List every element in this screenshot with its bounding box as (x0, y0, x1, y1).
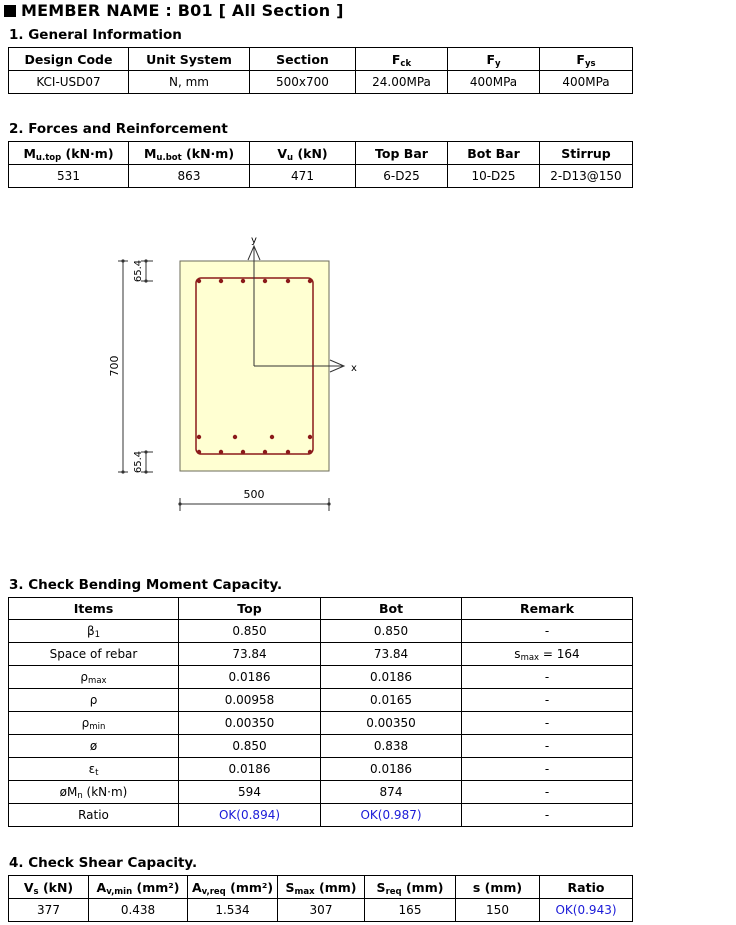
table-row (9, 620, 633, 643)
subscript: t (95, 768, 99, 778)
column-header (188, 876, 278, 899)
table-cell: 471 (250, 165, 356, 188)
subscript: v,min (106, 886, 133, 897)
general-info-value-row (9, 71, 633, 94)
table-cell: 150 (456, 899, 540, 922)
subscript: y (495, 58, 501, 69)
header-unit: (mm²) (225, 879, 274, 895)
remark-text: - (544, 670, 550, 684)
table-cell: 1.534 (188, 899, 278, 922)
rebar (219, 279, 223, 283)
subscript: u.bot (156, 152, 182, 163)
table-cell: 2-D13@150 (540, 165, 633, 188)
top-cell: 0.850 (179, 620, 321, 643)
top-cell: OK(0.894) (179, 804, 321, 827)
item-text: ρ (81, 716, 90, 730)
item-text: ε (88, 762, 96, 776)
header-text: F (391, 51, 401, 67)
table-cell: 307 (278, 899, 365, 922)
table-cell: 400MPa (540, 71, 633, 94)
bot-cell: 0.0186 (321, 758, 462, 781)
header-unit: (kN·m) (61, 145, 114, 161)
column-header (129, 48, 250, 71)
remark-cell (462, 781, 633, 804)
bot-cell: 0.0165 (321, 689, 462, 712)
item-cell (9, 643, 179, 666)
section-3-heading: 3. Check Bending Moment Capacity. (9, 577, 283, 593)
table-cell: 531 (9, 165, 129, 188)
table-cell: 10-D25 (448, 165, 540, 188)
subscript: u (287, 152, 294, 163)
bot-cell: 874 (321, 781, 462, 804)
top-cell: 594 (179, 781, 321, 804)
column-header (278, 876, 365, 899)
rebar (270, 435, 274, 439)
subscript: max (520, 653, 540, 663)
rebar (197, 435, 201, 439)
top-cell: 0.850 (179, 735, 321, 758)
section-1-heading: 1. General Information (9, 27, 182, 43)
bot-cell: 0.850 (321, 620, 462, 643)
column-header (250, 48, 356, 71)
item-cell (9, 781, 179, 804)
subscript: v,req (201, 886, 226, 897)
concrete-section (180, 261, 329, 471)
header-text: S (285, 879, 295, 895)
table-cell: KCI-USD07 (9, 71, 129, 94)
table-cell: 500x700 (250, 71, 356, 94)
header-text: S (376, 879, 386, 895)
item-cell (9, 804, 179, 827)
table-row (9, 735, 633, 758)
table-row (9, 689, 633, 712)
top-cell: 0.00350 (179, 712, 321, 735)
remark-cell (462, 689, 633, 712)
local-axes (248, 246, 344, 372)
rebar (233, 435, 237, 439)
bot-cell: 0.00350 (321, 712, 462, 735)
top-cell: 73.84 (179, 643, 321, 666)
shear-header-row (9, 876, 633, 899)
item-cell (9, 666, 179, 689)
remark-text: - (544, 762, 550, 776)
column-header (540, 48, 633, 71)
table-cell: 377 (9, 899, 89, 922)
remark-cell (462, 758, 633, 781)
table-row (9, 781, 633, 804)
item-text: ρ (80, 670, 89, 684)
bottom-rebars (197, 435, 312, 454)
item-cell (9, 735, 179, 758)
member-title-text: MEMBER NAME : B01 [ All Section ] (21, 1, 344, 20)
bending-check-table (8, 597, 633, 827)
member-title (4, 1, 344, 20)
item-text: Ratio (78, 808, 109, 822)
subscript: ck (400, 58, 412, 69)
table-row (9, 804, 633, 827)
height-label: 700 (108, 355, 121, 377)
header-text: Bot Bar (467, 145, 520, 161)
table-cell: 400MPa (448, 71, 540, 94)
column-header (356, 142, 448, 165)
rebar (308, 450, 312, 454)
bending-header-row (9, 598, 633, 620)
header-text: Ratio (567, 879, 605, 895)
subscript: ys (584, 58, 596, 69)
column-header (540, 142, 633, 165)
rebar (263, 450, 267, 454)
square-bullet-icon (4, 5, 16, 17)
header-unit: (mm²) (132, 879, 180, 895)
rebar (286, 450, 290, 454)
column-header (129, 142, 250, 165)
item-unit: (kN·m) (82, 785, 128, 799)
column-header: Top (179, 598, 321, 620)
header-unit: (kN) (293, 145, 328, 161)
column-header (456, 876, 540, 899)
axis-x-label: x (351, 363, 357, 374)
remark-text: - (544, 739, 550, 753)
table-cell: 6-D25 (356, 165, 448, 188)
header-text: V (23, 879, 34, 895)
header-text: Design Code (24, 51, 113, 67)
header-text: Top Bar (375, 145, 428, 161)
header-text: Section (276, 51, 329, 67)
table-row (9, 712, 633, 735)
top-cell: 0.0186 (179, 758, 321, 781)
header-text: A (191, 879, 202, 895)
general-info-table (8, 47, 633, 94)
table-cell: N, mm (129, 71, 250, 94)
item-text: ρ (89, 693, 98, 707)
rebar (286, 279, 290, 283)
subscript: u.top (35, 152, 62, 163)
cover-bottom-label: 65.4 (133, 450, 144, 474)
column-header: Bot (321, 598, 462, 620)
bot-cell: 0.838 (321, 735, 462, 758)
remark-text: s (514, 647, 521, 661)
width-label: 500 (243, 488, 265, 501)
item-cell (9, 620, 179, 643)
table-cell: 863 (129, 165, 250, 188)
item-text: øM (59, 785, 78, 799)
shear-value-row (9, 899, 633, 922)
top-rebars (197, 279, 312, 283)
rebar (308, 279, 312, 283)
bot-cell: OK(0.987) (321, 804, 462, 827)
axis-y-label: y (251, 235, 257, 246)
column-header (9, 48, 129, 71)
subscript: n (77, 791, 83, 801)
stirrup (196, 278, 313, 454)
remark-cell (462, 735, 633, 758)
remark-text: - (544, 693, 550, 707)
column-header (89, 876, 188, 899)
shear-check-table (8, 875, 633, 922)
remark-tail: = 164 (539, 647, 580, 661)
width-dimension (180, 498, 329, 511)
subscript: min (89, 722, 106, 732)
subscript: req (385, 886, 402, 897)
column-header (250, 142, 356, 165)
header-text: F (576, 51, 585, 67)
header-text: A (96, 879, 107, 895)
table-row (9, 666, 633, 689)
bot-cell: 73.84 (321, 643, 462, 666)
header-unit: (mm) (314, 879, 357, 895)
rebar (263, 279, 267, 283)
column-header (540, 876, 633, 899)
header-text: M (23, 145, 36, 161)
bot-cell: 0.0186 (321, 666, 462, 689)
column-header (365, 876, 456, 899)
item-cell (9, 712, 179, 735)
item-text: ø (89, 739, 98, 753)
rebar (219, 450, 223, 454)
header-text: V (277, 145, 288, 161)
forces-value-row (9, 165, 633, 188)
top-cell: 0.0186 (179, 666, 321, 689)
subscript: max (88, 676, 107, 686)
table-cell: 24.00MPa (356, 71, 448, 94)
item-text: Space of rebar (49, 647, 138, 661)
column-header (9, 142, 129, 165)
remark-cell (462, 666, 633, 689)
header-text: M (143, 145, 157, 161)
rebar (197, 450, 201, 454)
subscript: max (294, 886, 315, 897)
column-header (356, 48, 448, 71)
header-text: s (mm) (472, 879, 523, 895)
subscript: 1 (94, 630, 101, 640)
dimension-ticks (121, 259, 147, 473)
item-text: β (86, 624, 95, 638)
subscript: s (33, 886, 39, 897)
section-4-heading: 4. Check Shear Capacity. (9, 855, 198, 871)
header-text: F (486, 51, 495, 67)
rebar (241, 450, 245, 454)
remark-cell (462, 804, 633, 827)
column-header: Remark (462, 598, 633, 620)
forces-header-row (9, 142, 633, 165)
column-header (9, 876, 89, 899)
rebar (197, 279, 201, 283)
table-cell: OK(0.943) (540, 899, 633, 922)
remark-text: - (544, 624, 550, 638)
remark-text: - (544, 716, 550, 730)
table-cell: 165 (365, 899, 456, 922)
height-dimension (118, 261, 153, 472)
remark-cell (462, 643, 633, 666)
item-cell (9, 758, 179, 781)
forces-table (8, 141, 633, 188)
section-2-heading: 2. Forces and Reinforcement (9, 121, 228, 137)
top-cell: 0.00958 (179, 689, 321, 712)
column-header (448, 48, 540, 71)
rebar (241, 279, 245, 283)
header-unit: (mm) (401, 879, 444, 895)
remark-text: - (544, 785, 550, 799)
header-text: Stirrup (561, 145, 611, 161)
table-cell: 0.438 (89, 899, 188, 922)
cover-top-label: 65.4 (133, 259, 144, 283)
item-cell (9, 689, 179, 712)
header-text: Unit System (146, 51, 232, 67)
remark-cell (462, 620, 633, 643)
header-unit: (kN) (38, 879, 74, 895)
rebar (308, 435, 312, 439)
column-header (448, 142, 540, 165)
table-row (9, 758, 633, 781)
remark-cell (462, 712, 633, 735)
table-row (9, 643, 633, 666)
column-header: Items (9, 598, 179, 620)
general-info-header-row (9, 48, 633, 71)
remark-text: - (544, 808, 550, 822)
header-unit: (kN·m) (181, 145, 235, 161)
